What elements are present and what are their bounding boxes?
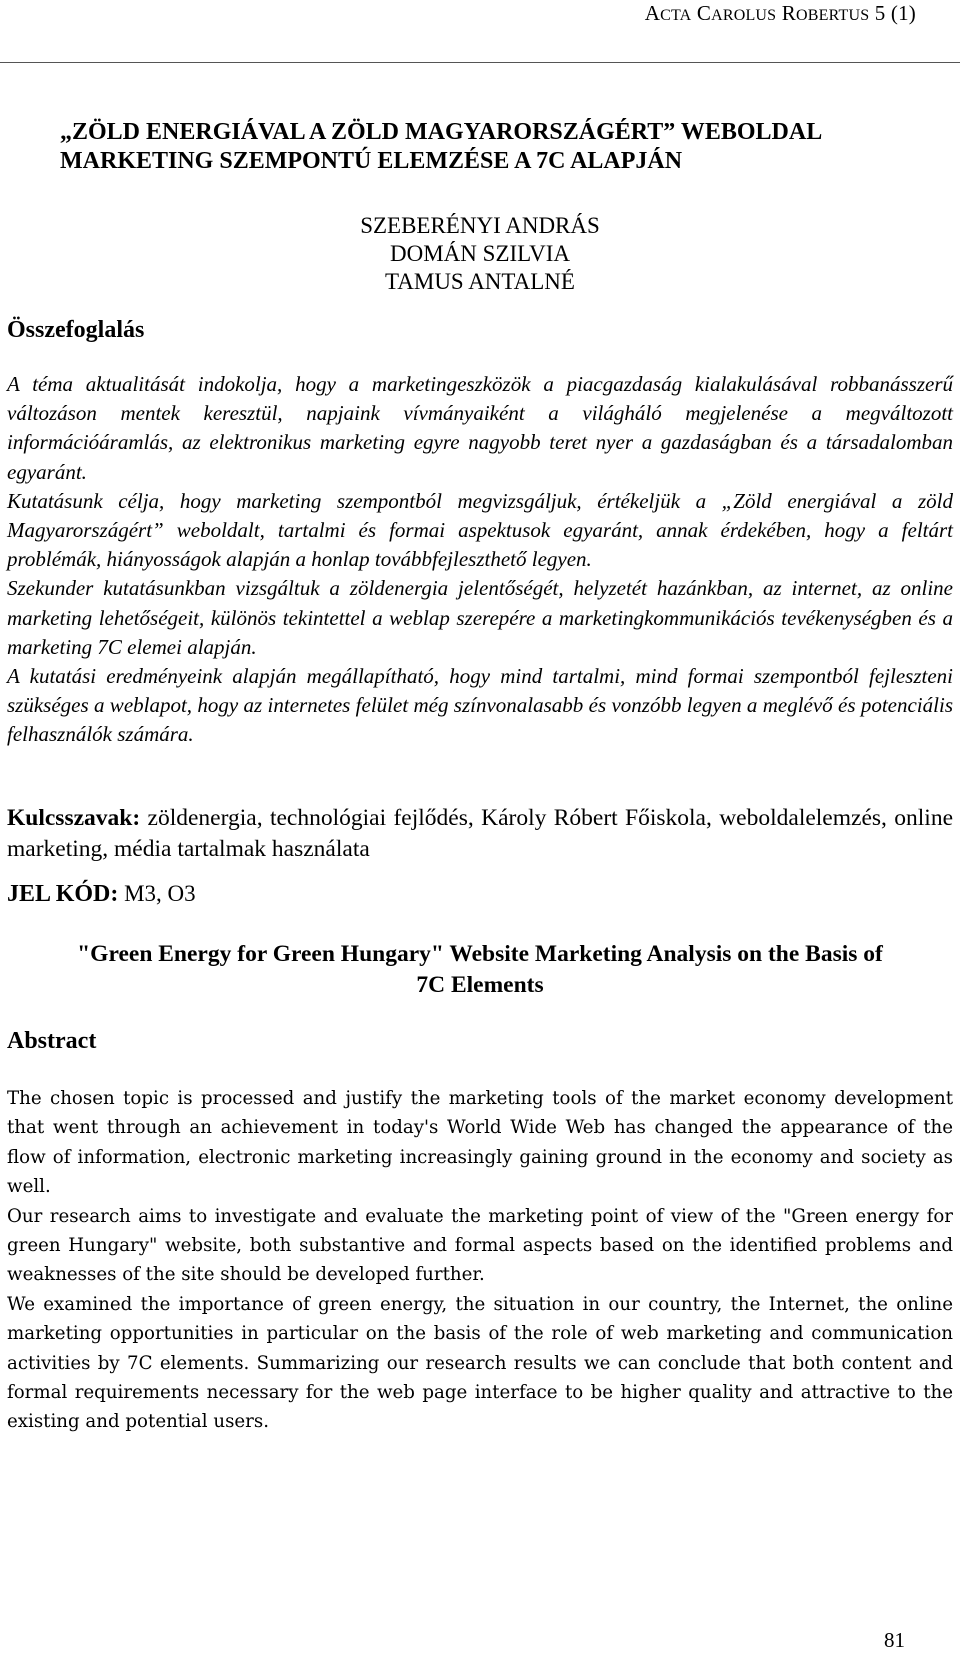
journal-issue: 5 (1): [869, 1, 916, 25]
english-title-line-2: 7C Elements: [416, 972, 544, 998]
page-number: 81: [884, 1628, 905, 1652]
journal-smallcaps-2: AROLUS: [711, 7, 777, 24]
jel-code: [7, 881, 196, 908]
journal-initial-c: C: [696, 1, 712, 25]
paper-title-line-1: „ZÖLD ENERGIÁVAL A ZÖLD MAGYARORSZÁGÉRT” WEBOLDAL: [60, 119, 823, 145]
jel-code-text: M3, O3: [118, 881, 196, 906]
summary-paragraph: A téma aktualitását indokolja, hogy a marketingeszközök a piacgazdaság kialakulásával robbanásszerű változáson mentek keresztül, napjaink vívmányaiként a világháló megjelenése a megváltozott információáramlás, az elektronikus marketing egyre nagyobb teret nyer a gazdaságban és a társadalomban egyaránt.: [7, 372, 953, 484]
keywords-label: Kulcsszavak:: [7, 805, 141, 831]
jel-code-label: JEL KÓD:: [7, 881, 119, 907]
summary-paragraph: Szekunder kutatásunkban vizsgáltuk a zöldenergia jelentőségét, helyzetét hazánkban, az internet, az online marketing lehetőségeit, különös tekintettel a weblap szerepére a marketingkommunikációs tevékenységben és a marketing 7C elemei alapján.: [7, 576, 953, 659]
keywords: [7, 803, 953, 865]
running-header: [645, 1, 916, 26]
journal-smallcaps-3: OBERTUS: [795, 7, 870, 24]
journal-smallcaps-1: CTA: [660, 7, 692, 24]
abstract-heading: Abstract: [7, 1028, 97, 1054]
english-title-line-1: "Green Energy for Green Hungary" Website Marketing Analysis on the Basis of: [77, 941, 883, 967]
paper-title-line-2: MARKETING SZEMPONTÚ ELEMZÉSE A 7C ALAPJÁN: [60, 148, 683, 174]
english-title: [0, 939, 960, 1001]
summary-paragraph: A kutatási eredményeink alapján megállapítható, hogy mind tartalmi, mind formai szempontból fejleszteni szükséges a weblapot, hogy az internetes felület még színvonalasabb és vonzóbb legyen a meglévő és potenciális felhasználók számára.: [7, 664, 953, 747]
author-name: TAMUS ANTALNÉ: [385, 269, 575, 294]
journal-initial-a: A: [644, 1, 661, 25]
author-name: SZEBERÉNYI ANDRÁS: [360, 213, 600, 238]
abstract-body: [7, 1084, 953, 1437]
keywords-text: zöldenergia, technológiai fejlődés, Károly Róbert Főiskola, weboldalelemzés, online marketing, média tartalmak használata: [7, 805, 953, 862]
summary-heading: Összefoglalás: [7, 317, 145, 343]
summary-body: [7, 370, 953, 750]
abstract-paragraph: Our research aims to investigate and evaluate the marketing point of view of the "Green energy for green Hungary" website, both substantive and formal aspects based on the identified problems and weaknesses of the site should be developed further.: [7, 1205, 953, 1286]
abstract-paragraph: We examined the importance of green energy, the situation in our country, the Internet, the online marketing opportunities in particular on the basis of the role of web marketing and communication activities by 7C elements. Summarizing our research results we can conclude that both content and formal requirements necessary for the web page interface to be higher quality and attractive to the existing and potential users.: [7, 1293, 953, 1433]
abstract-paragraph: The chosen topic is processed and justify the marketing tools of the market economy development that went through an achievement in today's World Wide Web has changed the appearance of the flow of information, electronic marketing increasingly gaining ground in the economy and society as well.: [7, 1088, 953, 1198]
journal-initial-r: R: [781, 1, 796, 25]
paper-title: [60, 118, 940, 176]
header-divider: [0, 62, 960, 63]
summary-paragraph: Kutatásunk célja, hogy marketing szempontból megvizsgáljuk, értékeljük a „Zöld energiával a zöld Magyarországért” weboldalt, tartalmi és formai aspektusok egyaránt, annak érdekében, hogy a feltárt problémák, hiányosságok alapján a honlap továbbfejleszthető legyen.: [7, 488, 953, 572]
author-list: [0, 212, 960, 296]
author-name: DOMÁN SZILVIA: [390, 241, 570, 266]
